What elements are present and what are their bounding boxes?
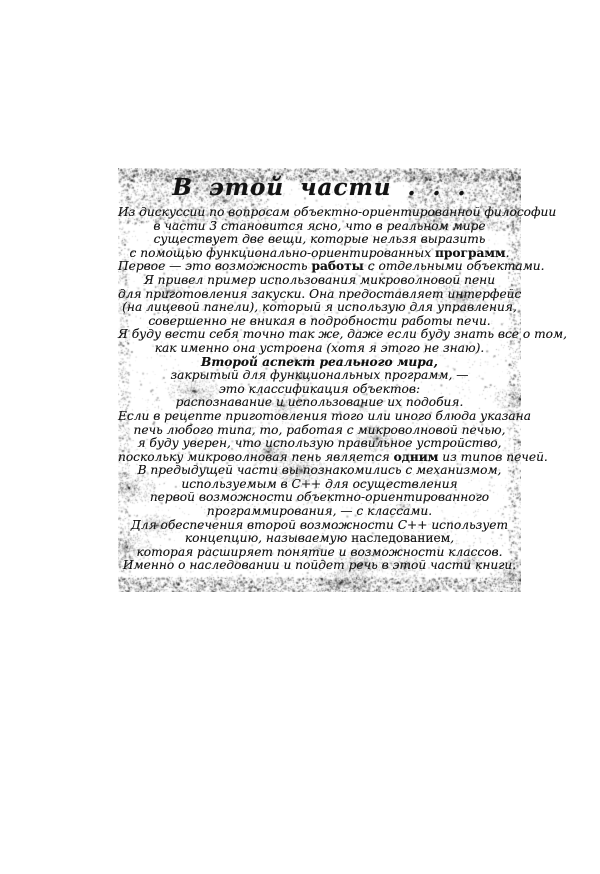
text-segment: программирования, — с классами. — [206, 504, 433, 519]
text-line — [118, 356, 521, 370]
text-segment: , — [450, 531, 455, 546]
text-line — [118, 408, 531, 424]
text-segment: которая расширяет понятие и возможности классов. — [136, 544, 503, 559]
text-segment: Из дискуссии по вопросам объектно-ориентированной философии — [118, 205, 557, 219]
page-text — [118, 205, 567, 573]
text-segment: используемым в C++ для осуществления — [181, 476, 458, 491]
text-line — [118, 449, 548, 465]
text-segment: с отдельными объектами. — [363, 259, 545, 274]
text-segment: существует две вещи, которые нельзя выразить — [153, 232, 486, 247]
text-segment: В предыдущей части вы познакомились с механизмом, — [137, 463, 502, 478]
text-segment: совершенно не вникая в подробности работы печи. — [148, 313, 491, 328]
text-segment: Для обеспечения второй возможности C++ использует — [130, 517, 509, 532]
text-line — [118, 327, 567, 342]
text-segment: я буду уверен, что использую правильное устройство, — [137, 436, 502, 451]
text-line — [118, 301, 521, 315]
text-segment: для приготовления закуски. Она предоставляет интерфейс — [118, 286, 522, 301]
emphasized-text: программ — [434, 245, 506, 260]
text-line — [118, 288, 521, 302]
text-line — [118, 259, 545, 274]
text-line — [118, 274, 521, 288]
text-segment: Первое — это возможность — [118, 259, 312, 274]
text-segment: как именно она устроена (хотя я этого не знаю). — [154, 340, 485, 355]
emphasized-text: Второй аспект реального мира, — [201, 354, 438, 369]
text-segment: Если в рецепте приготовления того или иного блюда указана — [118, 408, 531, 423]
text-segment: из типов печей. — [438, 449, 548, 464]
text-segment: . — [505, 245, 510, 260]
text-segment: (на лицевой панели), который я использую для управления, — [122, 300, 517, 315]
text-line — [118, 205, 557, 220]
text-segment: Именно о наследовании и пойдет речь в этой части книги. — [122, 558, 517, 573]
text-line — [118, 546, 521, 560]
text-segment: это классификация объектов: — [218, 381, 421, 396]
page-title: В этой части . . . — [172, 174, 467, 201]
text-line — [118, 505, 521, 519]
text-segment: первой возможности объектно-ориентированного — [149, 490, 490, 505]
text-segment: распознавание и использование их подобия. — [175, 395, 464, 410]
text-segment: поскольку микроволновая пень является — [118, 449, 394, 464]
emphasized-text: работы — [311, 259, 364, 274]
text-segment: Я буду вести себя точно так же, даже если буду знать все о том, — [118, 327, 567, 342]
text-line — [118, 220, 521, 234]
text-line — [118, 559, 521, 573]
text-segment: наследованием — [351, 531, 451, 546]
text-line — [118, 396, 521, 410]
page-content — [118, 168, 567, 573]
text-line — [118, 464, 521, 478]
scan-region — [118, 168, 567, 592]
text-line — [118, 491, 521, 505]
text-segment: печь любого типа, то, работая с микроволновой печью, — [133, 422, 506, 437]
text-line — [118, 437, 521, 451]
text-line — [118, 519, 521, 533]
text-line — [118, 532, 521, 546]
text-segment: закрытый для функциональных программ, — — [170, 368, 469, 383]
text-line — [118, 342, 521, 356]
text-line — [118, 369, 521, 383]
text-segment: с помощью функционально-ориентированных — [129, 245, 435, 260]
emphasized-text: одним — [393, 449, 439, 464]
text-segment: в части 3 становится ясно, что в реальном мире — [153, 218, 486, 233]
text-segment: концепцию, называемую — [184, 531, 352, 546]
text-line — [118, 233, 521, 247]
text-segment: Я привел пример использования микроволновой пени — [143, 272, 496, 287]
